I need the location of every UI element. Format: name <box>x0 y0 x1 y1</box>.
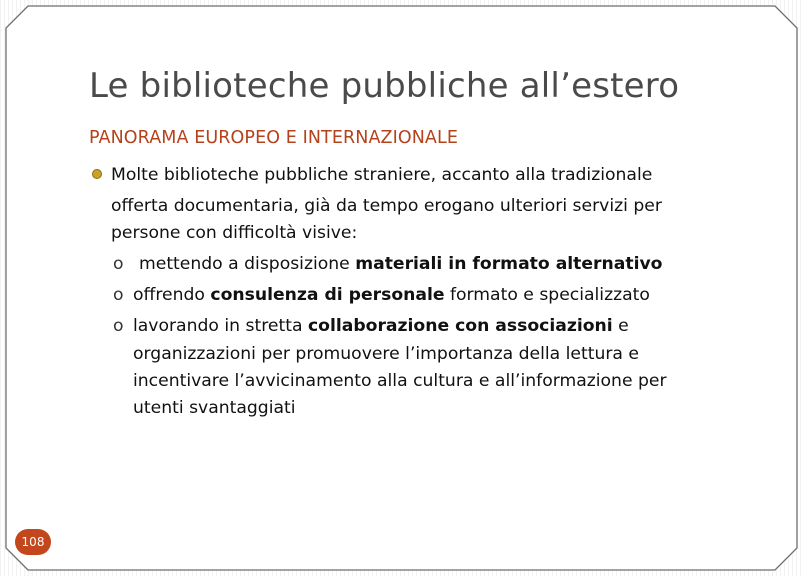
slide-title: Le biblioteche pubbliche all’estero <box>89 66 680 106</box>
sub-item-text: mettendo a disposizione <box>139 254 356 274</box>
sub-item-continuation: utenti svantaggiati <box>133 398 296 418</box>
sub-item-bold: consulenza di personale <box>210 285 445 305</box>
sub-item <box>133 282 650 308</box>
sub-bullet-marker-icon: o <box>113 254 124 274</box>
sub-item-text: e <box>612 316 629 336</box>
sub-item <box>139 251 662 277</box>
sub-item-bold: materiali in formato alternativo <box>355 254 663 274</box>
bullet-line: Molte biblioteche pubbliche straniere, accanto alla tradizionale <box>111 165 653 185</box>
sub-item-continuation: organizzazioni per promuovere l’importanza della lettura e <box>133 344 639 364</box>
bullet-line: offerta documentaria, già da tempo erogano ulteriori servizi per <box>111 196 662 216</box>
sub-item-text: offrendo <box>133 285 211 305</box>
sub-item <box>133 313 629 339</box>
sub-item-bold: collaborazione con associazioni <box>307 316 613 336</box>
page-number-badge: 108 <box>15 529 51 555</box>
sub-item-text: formato e specializzato <box>444 285 650 305</box>
sub-item-continuation: incentivare l’avvicinamento alla cultura e all’informazione per <box>133 371 667 391</box>
bullet-line: persone con difficoltà visive: <box>111 223 358 243</box>
sub-bullet-marker-icon: o <box>113 285 124 305</box>
slide-subtitle: PANORAMA EUROPEO E INTERNAZIONALE <box>89 128 459 148</box>
sub-item-text: lavorando in stretta <box>133 316 308 336</box>
sub-bullet-marker-icon: o <box>113 316 124 336</box>
bullet-icon <box>92 169 102 179</box>
